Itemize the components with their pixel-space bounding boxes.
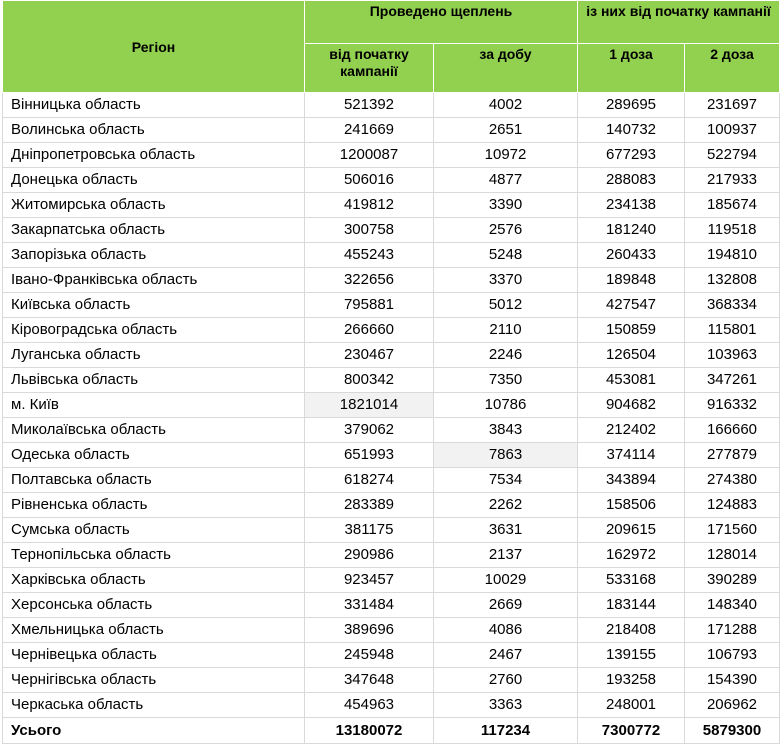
cell-region-name: Івано-Франківська область	[3, 268, 305, 293]
cell-dose1: 904682	[578, 393, 685, 418]
table-row	[3, 568, 780, 593]
cell-dose2: 106793	[685, 643, 780, 668]
table-row	[3, 418, 780, 443]
cell-region-name: Хмельницька область	[3, 618, 305, 643]
table-row	[3, 343, 780, 368]
cell-per-day: 2651	[434, 118, 578, 143]
cell-total-since-start: 618274	[305, 468, 434, 493]
cell-dose2: 522794	[685, 143, 780, 168]
cell-per-day: 10972	[434, 143, 578, 168]
cell-dose2: 132808	[685, 268, 780, 293]
cell-total-since-start: 455243	[305, 243, 434, 268]
cell-total-since-start: 283389	[305, 493, 434, 518]
cell-dose1: 189848	[578, 268, 685, 293]
cell-dose2: 166660	[685, 418, 780, 443]
cell-total-since-start: 290986	[305, 543, 434, 568]
cell-dose2: 274380	[685, 468, 780, 493]
cell-region-name: Донецька область	[3, 168, 305, 193]
cell-total-since-start: 1821014	[305, 393, 434, 418]
table-row	[3, 368, 780, 393]
cell-region-name: Кіровоградська область	[3, 318, 305, 343]
vaccination-table	[2, 0, 780, 744]
table-row	[3, 543, 780, 568]
cell-dose2: 277879	[685, 443, 780, 468]
cell-total-since-start: 241669	[305, 118, 434, 143]
cell-dose2: 217933	[685, 168, 780, 193]
cell-total-label: Усього	[3, 718, 305, 744]
cell-dose2: 119518	[685, 218, 780, 243]
cell-per-day: 3370	[434, 268, 578, 293]
cell-total-since-start: 322656	[305, 268, 434, 293]
cell-per-day: 3390	[434, 193, 578, 218]
cell-per-day: 5012	[434, 293, 578, 318]
header-dose1: 1 доза	[578, 44, 685, 93]
cell-dose2: 185674	[685, 193, 780, 218]
cell-dose1: 193258	[578, 668, 685, 693]
cell-per-day: 7350	[434, 368, 578, 393]
cell-dose1: 453081	[578, 368, 685, 393]
cell-total-since-start: 389696	[305, 618, 434, 643]
cell-region-name: Чернівецька область	[3, 643, 305, 668]
cell-per-day: 3631	[434, 518, 578, 543]
header-vaccinated: Проведено щеплень	[305, 1, 578, 44]
cell-total-since-start: 245948	[305, 643, 434, 668]
cell-region-name: Харківська область	[3, 568, 305, 593]
cell-region-name: Луганська область	[3, 343, 305, 368]
cell-per-day: 7863	[434, 443, 578, 468]
cell-total-since-start: 347648	[305, 668, 434, 693]
table-row	[3, 218, 780, 243]
cell-total-since-start: 331484	[305, 593, 434, 618]
total-row	[3, 718, 780, 744]
cell-dose2: 148340	[685, 593, 780, 618]
header-dose2: 2 доза	[685, 44, 780, 93]
cell-dose1: 212402	[578, 418, 685, 443]
cell-total-since-start: 923457	[305, 568, 434, 593]
cell-dose1: 288083	[578, 168, 685, 193]
cell-dose2: 171288	[685, 618, 780, 643]
table-row	[3, 693, 780, 718]
header-of-them: із них від початку кампанії	[578, 1, 780, 44]
cell-dose1: 181240	[578, 218, 685, 243]
cell-region-name: Полтавська область	[3, 468, 305, 493]
cell-per-day: 2669	[434, 593, 578, 618]
cell-dose1: 158506	[578, 493, 685, 518]
cell-dose1: 234138	[578, 193, 685, 218]
cell-dose2: 171560	[685, 518, 780, 543]
table-row	[3, 493, 780, 518]
cell-region-name: Вінницька область	[3, 93, 305, 118]
cell-per-day: 2760	[434, 668, 578, 693]
cell-total-since-start: 13180072	[305, 718, 434, 744]
cell-total-per-day: 117234	[434, 718, 578, 744]
cell-total-since-start: 266660	[305, 318, 434, 343]
cell-dose1: 260433	[578, 243, 685, 268]
cell-per-day: 3363	[434, 693, 578, 718]
cell-total-dose2: 5879300	[685, 718, 780, 744]
table-row	[3, 668, 780, 693]
cell-total-since-start: 381175	[305, 518, 434, 543]
table-row	[3, 593, 780, 618]
table-row	[3, 243, 780, 268]
cell-dose1: 126504	[578, 343, 685, 368]
cell-dose1: 140732	[578, 118, 685, 143]
cell-total-since-start: 1200087	[305, 143, 434, 168]
cell-per-day: 7534	[434, 468, 578, 493]
table-row	[3, 118, 780, 143]
cell-dose2: 368334	[685, 293, 780, 318]
cell-per-day: 4002	[434, 93, 578, 118]
cell-region-name: м. Київ	[3, 393, 305, 418]
cell-dose2: 103963	[685, 343, 780, 368]
cell-per-day: 2110	[434, 318, 578, 343]
cell-total-since-start: 419812	[305, 193, 434, 218]
cell-dose1: 374114	[578, 443, 685, 468]
table-body	[3, 93, 780, 744]
cell-total-since-start: 506016	[305, 168, 434, 193]
cell-dose2: 124883	[685, 493, 780, 518]
cell-per-day: 2576	[434, 218, 578, 243]
table-row	[3, 293, 780, 318]
cell-dose2: 154390	[685, 668, 780, 693]
cell-per-day: 2137	[434, 543, 578, 568]
table-row	[3, 618, 780, 643]
cell-total-since-start: 651993	[305, 443, 434, 468]
cell-region-name: Одеська область	[3, 443, 305, 468]
cell-per-day: 10786	[434, 393, 578, 418]
cell-per-day: 2467	[434, 643, 578, 668]
table-row	[3, 643, 780, 668]
cell-total-since-start: 379062	[305, 418, 434, 443]
table-row	[3, 468, 780, 493]
cell-dose1: 427547	[578, 293, 685, 318]
cell-total-since-start: 300758	[305, 218, 434, 243]
cell-total-since-start: 800342	[305, 368, 434, 393]
cell-per-day: 4086	[434, 618, 578, 643]
table-row	[3, 93, 780, 118]
cell-total-since-start: 454963	[305, 693, 434, 718]
cell-per-day: 5248	[434, 243, 578, 268]
cell-dose1: 218408	[578, 618, 685, 643]
cell-region-name: Закарпатська область	[3, 218, 305, 243]
cell-per-day: 10029	[434, 568, 578, 593]
cell-region-name: Тернопільська область	[3, 543, 305, 568]
cell-total-since-start: 795881	[305, 293, 434, 318]
table-header	[3, 1, 780, 93]
table-row	[3, 443, 780, 468]
cell-region-name: Київська область	[3, 293, 305, 318]
cell-dose1: 248001	[578, 693, 685, 718]
cell-dose1: 139155	[578, 643, 685, 668]
cell-region-name: Чернігівська область	[3, 668, 305, 693]
table-row	[3, 143, 780, 168]
cell-dose1: 533168	[578, 568, 685, 593]
cell-dose1: 289695	[578, 93, 685, 118]
cell-per-day: 4877	[434, 168, 578, 193]
cell-region-name: Житомирська область	[3, 193, 305, 218]
cell-dose1: 209615	[578, 518, 685, 543]
cell-region-name: Дніпропетровська область	[3, 143, 305, 168]
table-row	[3, 168, 780, 193]
cell-dose1: 343894	[578, 468, 685, 493]
cell-region-name: Черкаська область	[3, 693, 305, 718]
table-row	[3, 518, 780, 543]
cell-per-day: 2262	[434, 493, 578, 518]
table-row	[3, 268, 780, 293]
table-row	[3, 318, 780, 343]
cell-region-name: Запорізька область	[3, 243, 305, 268]
cell-total-since-start: 230467	[305, 343, 434, 368]
header-since-start: від початку кампанії	[305, 44, 434, 93]
cell-total-dose1: 7300772	[578, 718, 685, 744]
cell-dose2: 231697	[685, 93, 780, 118]
cell-dose2: 194810	[685, 243, 780, 268]
cell-region-name: Львівська область	[3, 368, 305, 393]
cell-dose2: 115801	[685, 318, 780, 343]
cell-dose2: 390289	[685, 568, 780, 593]
cell-dose2: 347261	[685, 368, 780, 393]
cell-region-name: Волинська область	[3, 118, 305, 143]
cell-dose1: 150859	[578, 318, 685, 343]
cell-dose2: 128014	[685, 543, 780, 568]
cell-region-name: Херсонська область	[3, 593, 305, 618]
cell-region-name: Миколаївська область	[3, 418, 305, 443]
header-per-day: за добу	[434, 44, 578, 93]
header-region: Регіон	[3, 1, 305, 93]
cell-region-name: Рівненська область	[3, 493, 305, 518]
cell-per-day: 3843	[434, 418, 578, 443]
cell-dose2: 100937	[685, 118, 780, 143]
table-row	[3, 193, 780, 218]
cell-per-day: 2246	[434, 343, 578, 368]
cell-dose1: 677293	[578, 143, 685, 168]
cell-dose1: 183144	[578, 593, 685, 618]
cell-dose1: 162972	[578, 543, 685, 568]
cell-total-since-start: 521392	[305, 93, 434, 118]
cell-dose2: 916332	[685, 393, 780, 418]
cell-dose2: 206962	[685, 693, 780, 718]
cell-region-name: Сумська область	[3, 518, 305, 543]
table-row	[3, 393, 780, 418]
